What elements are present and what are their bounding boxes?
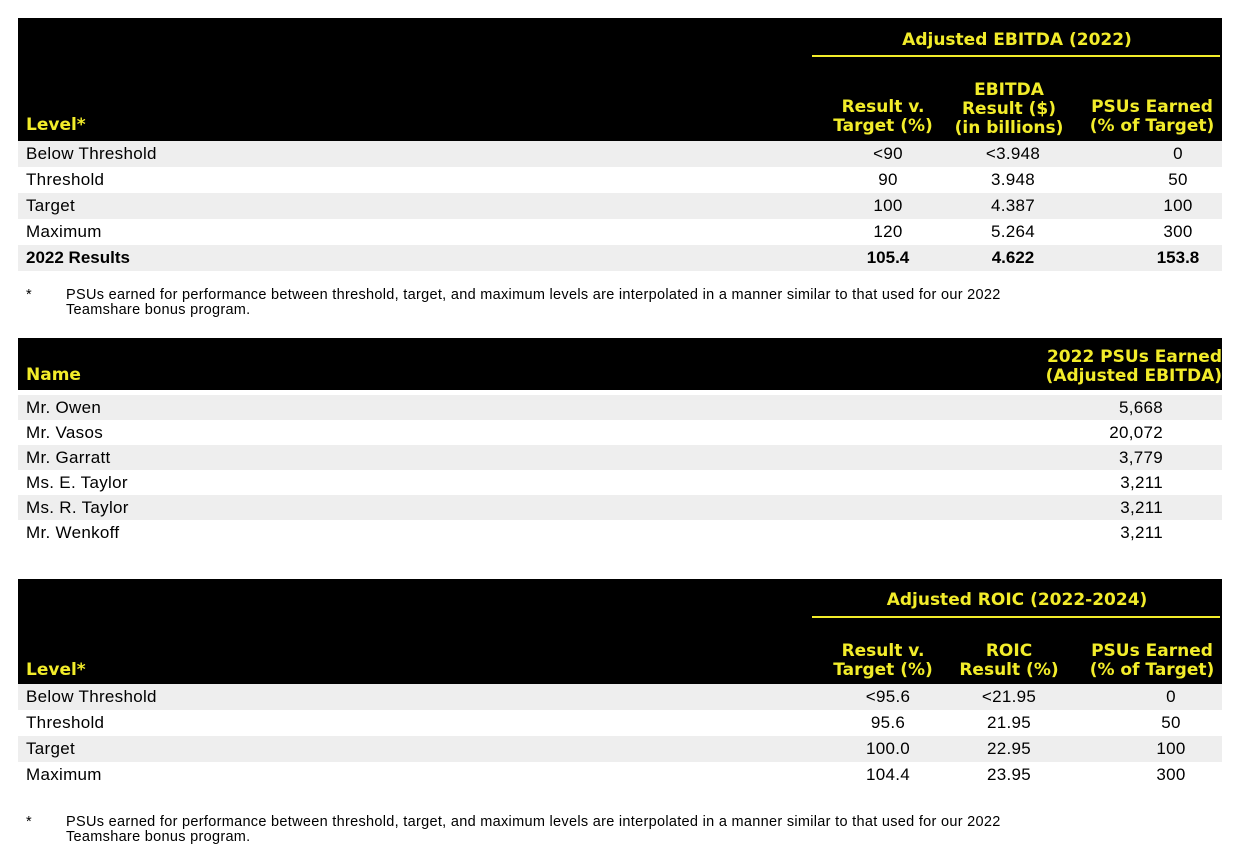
name-cell: Mr. Owen — [26, 398, 102, 417]
ebitda-cell: 4.622 — [991, 248, 1035, 267]
column-header-result-v-target — [810, 642, 956, 680]
footnote-marker: * — [26, 814, 32, 830]
group-header-adjusted-roic: Adjusted ROIC (2022-2024) — [886, 590, 1148, 610]
result-cell: 104.4 — [865, 765, 911, 784]
name-cell: Mr. Garratt — [26, 448, 111, 467]
level-cell: Threshold — [26, 713, 105, 732]
column-header-roic-result — [946, 642, 1072, 680]
psus-cell: 3,779 — [1118, 448, 1163, 467]
footnote-text — [66, 815, 1176, 845]
header-line: (in billions) — [954, 118, 1064, 138]
column-header-result-v-target — [810, 98, 956, 136]
table-header — [18, 579, 1222, 684]
footnote-line: Teamshare bonus program. — [66, 302, 251, 318]
header-line: (% of Target) — [1089, 660, 1215, 680]
level-cell: Below Threshold — [26, 687, 157, 706]
footnote-line: Teamshare bonus program. — [66, 829, 251, 845]
group-header-underline — [812, 55, 1220, 57]
roic-cell: <21.95 — [981, 687, 1037, 706]
table-row — [18, 395, 1222, 420]
column-header-level: Level* — [26, 660, 86, 680]
level-cell: 2022 Results — [26, 248, 130, 267]
header-line: PSUs Earned — [1091, 641, 1213, 661]
name-cell: Ms. E. Taylor — [26, 473, 128, 492]
group-header-adjusted-ebitda: Adjusted EBITDA (2022) — [902, 30, 1132, 50]
result-cell: 120 — [873, 222, 903, 241]
psus-cell: 100 — [1163, 196, 1193, 215]
ebitda-cell: 4.387 — [990, 196, 1036, 215]
footnote-line: PSUs earned for performance between threshold, target, and maximum levels are interpolated in a manner similar to that used for our 2022 — [66, 287, 1001, 303]
psus-cell: 50 — [1161, 713, 1181, 732]
ebitda-cell: 5.264 — [990, 222, 1036, 241]
table-row — [18, 495, 1222, 520]
result-cell: 105.4 — [866, 248, 910, 267]
psus-cell: 300 — [1156, 765, 1186, 784]
psus-cell: 0 — [1166, 687, 1176, 706]
level-cell: Maximum — [26, 765, 102, 784]
table-row — [18, 762, 1222, 788]
table-header — [18, 18, 1222, 141]
psus-cell: 3,211 — [1120, 498, 1163, 517]
psus-cell: 5,668 — [1118, 398, 1163, 417]
psus-earned-table — [18, 338, 1222, 545]
roic-cell: 23.95 — [986, 765, 1032, 784]
column-header-psus-earned — [1082, 98, 1222, 136]
header-line: PSUs Earned — [1091, 97, 1213, 117]
column-header-psus-earned — [1082, 642, 1222, 680]
level-cell: Threshold — [26, 170, 105, 189]
table-row — [18, 684, 1222, 710]
header-line: EBITDA — [974, 80, 1044, 100]
column-header-2022-psus-earned — [1028, 348, 1222, 386]
table-row — [18, 219, 1222, 245]
result-cell: 90 — [878, 170, 898, 189]
footnote-line: PSUs earned for performance between threshold, target, and maximum levels are interpolated in a manner similar to that used for our 2022 — [66, 814, 1001, 830]
column-header-name: Name — [26, 365, 81, 385]
level-cell: Target — [26, 196, 76, 215]
table-row — [18, 470, 1222, 495]
footnote-marker: * — [26, 287, 32, 303]
table-row — [18, 736, 1222, 762]
table-row — [18, 445, 1222, 470]
name-cell: Ms. R. Taylor — [26, 498, 129, 517]
psus-cell: 0 — [1173, 144, 1183, 163]
level-cell: Below Threshold — [26, 144, 157, 163]
result-cell: 100 — [873, 196, 903, 215]
column-header-level: Level* — [26, 115, 86, 135]
result-cell: 95.6 — [870, 713, 906, 732]
header-line: (Adjusted EBITDA) — [1045, 366, 1222, 386]
header-line: Target (%) — [833, 660, 933, 680]
level-cell: Target — [26, 739, 76, 758]
table-row — [18, 193, 1222, 219]
header-line: ROIC — [985, 641, 1033, 661]
header-line: Result ($) — [961, 99, 1057, 119]
roic-cell: 22.95 — [986, 739, 1032, 758]
ebitda-cell: 3.948 — [990, 170, 1036, 189]
header-line: Result v. — [841, 97, 925, 117]
result-cell: 100.0 — [865, 739, 911, 758]
psus-cell: 3,211 — [1120, 473, 1163, 492]
column-header-ebitda-result — [946, 81, 1072, 138]
table-row — [18, 167, 1222, 193]
group-header-underline — [812, 616, 1220, 618]
header-line: (% of Target) — [1089, 116, 1215, 136]
name-cell: Mr. Vasos — [26, 423, 104, 442]
name-cell: Mr. Wenkoff — [26, 523, 120, 542]
table-row — [18, 520, 1222, 545]
header-line: Target (%) — [833, 116, 933, 136]
table-header — [18, 338, 1222, 390]
psus-cell: 153.8 — [1156, 248, 1200, 267]
footnote-text — [66, 288, 1176, 318]
psus-cell: 300 — [1163, 222, 1193, 241]
header-line: Result v. — [841, 641, 925, 661]
roic-cell: 21.95 — [986, 713, 1032, 732]
ebitda-levels-table — [18, 18, 1222, 271]
psus-cell: 50 — [1168, 170, 1188, 189]
psus-cell: 3,211 — [1120, 523, 1163, 542]
roic-levels-table — [18, 579, 1222, 788]
result-cell: <90 — [873, 144, 903, 163]
header-line: 2022 PSUs Earned — [1046, 347, 1222, 367]
psus-cell: 100 — [1156, 739, 1186, 758]
header-line: Result (%) — [959, 660, 1059, 680]
table-row — [18, 710, 1222, 736]
ebitda-cell: <3.948 — [985, 144, 1041, 163]
level-cell: Maximum — [26, 222, 102, 241]
psus-cell: 20,072 — [1109, 423, 1163, 442]
table-row — [18, 141, 1222, 167]
table-row — [18, 420, 1222, 445]
table-row-results — [18, 245, 1222, 271]
result-cell: <95.6 — [865, 687, 911, 706]
